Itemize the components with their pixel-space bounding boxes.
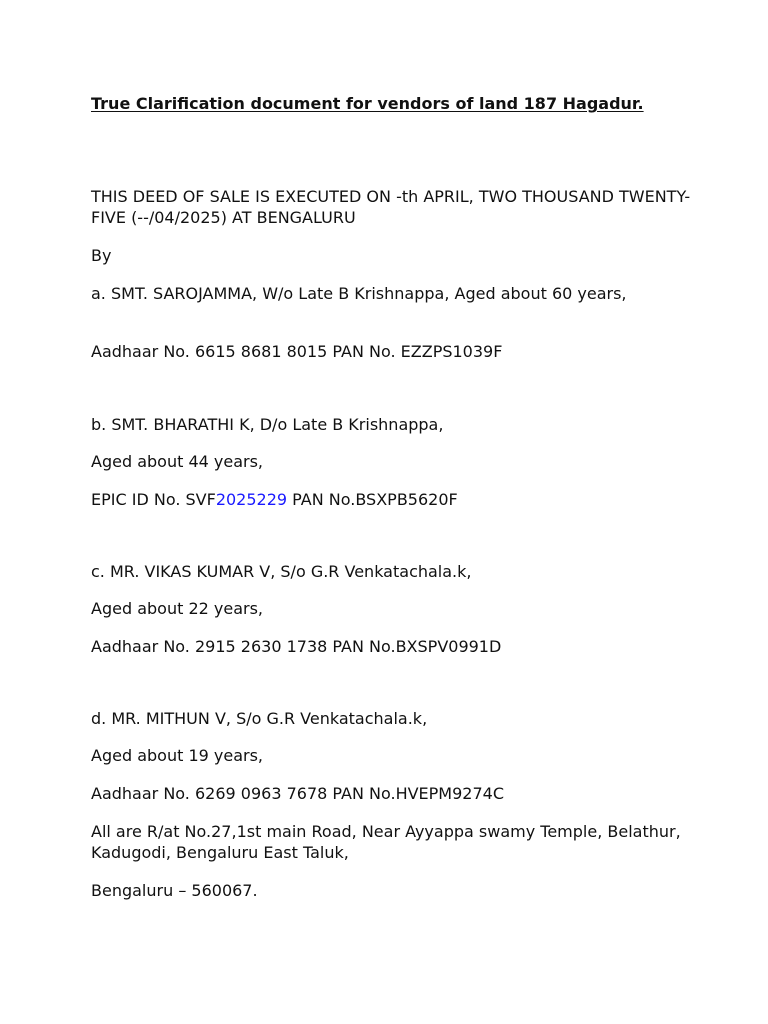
vendor-d-id: Aadhaar No. 6269 0963 7678 PAN No.HVEPM9274C [91, 784, 504, 803]
vendor-b-id [91, 489, 691, 510]
vendor-d-age: Aged about 19 years, [91, 746, 263, 765]
vendor-d-name: d. MR. MITHUN V, S/o G.R Venkatachala.k, [91, 709, 428, 728]
epic-prefix: EPIC ID No. SVF [91, 490, 216, 509]
vendor-b-age: Aged about 44 years, [91, 452, 263, 471]
deed-intro-paragraph: THIS DEED OF SALE IS EXECUTED ON -th APRIL, TWO THOUSAND TWENTY-FIVE (--/04/2025) AT BENGALURU [91, 187, 691, 227]
vendor-a-id: Aadhaar No. 6615 8681 8015 PAN No. EZZPS1039F [91, 342, 503, 361]
city-pincode: Bengaluru – 560067. [91, 881, 258, 900]
vendor-c-age: Aged about 22 years, [91, 599, 263, 618]
vendor-c-name: c. MR. VIKAS KUMAR V, S/o G.R Venkatachala.k, [91, 562, 472, 581]
document-title: True Clarification document for vendors of land 187 Hagadur. [91, 94, 644, 113]
vendor-b-name: b. SMT. BHARATHI K, D/o Late B Krishnappa, [91, 415, 444, 434]
epic-id-link[interactable]: 2025229 [215, 490, 288, 509]
residence-address: All are R/at No.27,1st main Road, Near Ayyappa swamy Temple, Belathur, Kadugodi, Bengaluru East Taluk, [91, 822, 681, 862]
vendor-a-name: a. SMT. SAROJAMMA, W/o Late B Krishnappa, Aged about 60 years, [91, 284, 627, 303]
vendor-c-id: Aadhaar No. 2915 2630 1738 PAN No.BXSPV0991D [91, 637, 502, 656]
vendor-b-pan: PAN No.BSXPB5620F [287, 490, 458, 509]
by-label: By [91, 246, 112, 265]
